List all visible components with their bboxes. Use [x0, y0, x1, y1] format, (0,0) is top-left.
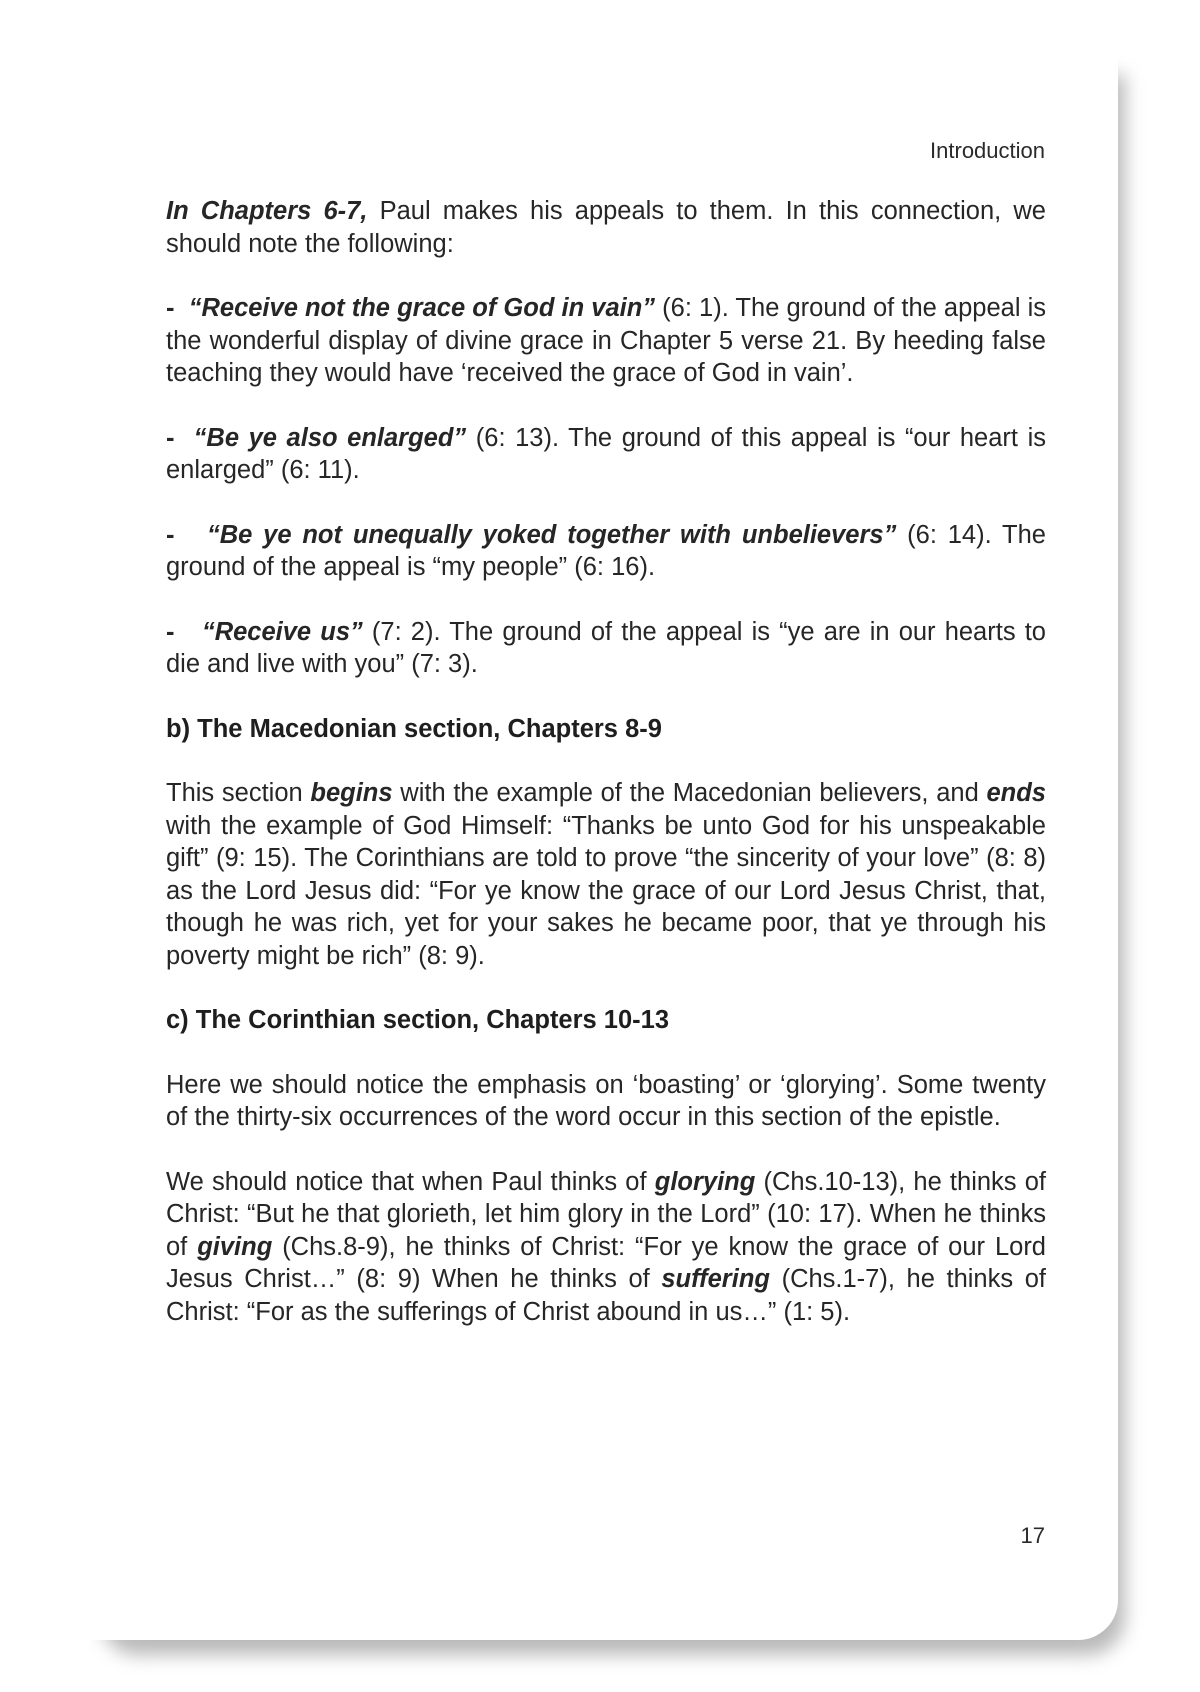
appeal-item: [166, 422, 1046, 487]
section-c-heading: c) The Corinthian section, Chapters 10-13: [166, 1006, 670, 1034]
emphasis-glorying: glorying: [654, 1167, 756, 1196]
appeal-text: (6: 1). The ground of the appeal is the wonderful display of divine grace in Chapter 5 verse 21. By heeding false teaching they would have ‘received the grace of God in vain’.: [166, 294, 1047, 387]
page-number: 17: [1020, 1523, 1045, 1548]
text-run: with the example of the Macedonian believers, and: [392, 779, 987, 807]
appeal-text: (6: 13). The ground of this appeal is “our heart is enlarged” (6: 11).: [166, 423, 1046, 484]
appeal-item: [166, 616, 1046, 681]
section-b-heading: b) The Macedonian section, Chapters 8-9: [166, 714, 662, 743]
section-c-paragraph-1: Here we should notice the emphasis on ‘boasting’ or ‘glorying’. Some twenty of the thirty-six occurrences of the word occur in this section of the epistle.: [166, 1070, 1046, 1131]
intro-lead: In Chapters 6-7,: [166, 197, 368, 225]
appeal-dash: -: [166, 617, 175, 646]
intro-paragraph: [166, 195, 1046, 260]
text-run: We should notice that when Paul thinks of: [166, 1167, 655, 1196]
appeal-dash: -: [166, 520, 175, 549]
text-run: (Chs.1-7), he thinks of Christ: “For as the sufferings of Christ abound in us…” (1: 5).: [166, 1265, 1046, 1326]
text-run: (Chs.10-13), he thinks of Christ: “But he that glorieth, let him glory in the Lord” (10: 17). When he thinks of: [166, 1167, 1046, 1261]
appeal-quote: “Be ye not unequally yoked together with unbelievers”: [206, 520, 897, 549]
appeal-item: [166, 519, 1046, 584]
page-content: [166, 195, 1046, 1360]
appeal-dash: -: [166, 294, 175, 322]
emphasis-giving: giving: [197, 1232, 273, 1261]
text-run: with the example of God Himself: “Thanks be unto God for his unspeakable gift” (9: 15). The Corinthians are told to prove “the sincerity of your love” (8: 8) as the Lord Jesus did: “For ye know the grace of our Lord Jesus Christ, that, though he was rich, yet for your sakes he became poor, that ye through his poverty might be rich” (8: 9).: [166, 811, 1046, 970]
appeal-text: (7: 2). The ground of the appeal is “ye are in our hearts to die and live with you” (7: 3).: [166, 617, 1046, 678]
appeal-item: [166, 292, 1046, 390]
appeal-quote: “Receive us”: [201, 617, 363, 646]
section-c-paragraph-2: [166, 1166, 1046, 1329]
appeal-text: (6: 14). The ground of the appeal is “my people” (6: 16).: [166, 520, 1046, 581]
section-b-paragraph: [166, 777, 1046, 972]
text-run: This section: [166, 779, 311, 807]
emphasis-suffering: suffering: [661, 1265, 770, 1293]
text-run: (Chs.8-9), he thinks of Christ: “For ye know the grace of our Lord Jesus Christ…” (8: 9) When he thinks of: [166, 1232, 1046, 1293]
intro-text: Paul makes his appeals to them. In this connection, we should note the following:: [166, 197, 1046, 258]
appeal-quote: “Receive not the grace of God in vain”: [188, 294, 656, 322]
appeal-quote: “Be ye also enlarged”: [193, 423, 467, 452]
emphasis-ends: ends: [986, 779, 1046, 807]
emphasis-begins: begins: [310, 779, 393, 807]
running-head: Introduction: [930, 138, 1045, 163]
appeal-dash: -: [166, 423, 175, 452]
